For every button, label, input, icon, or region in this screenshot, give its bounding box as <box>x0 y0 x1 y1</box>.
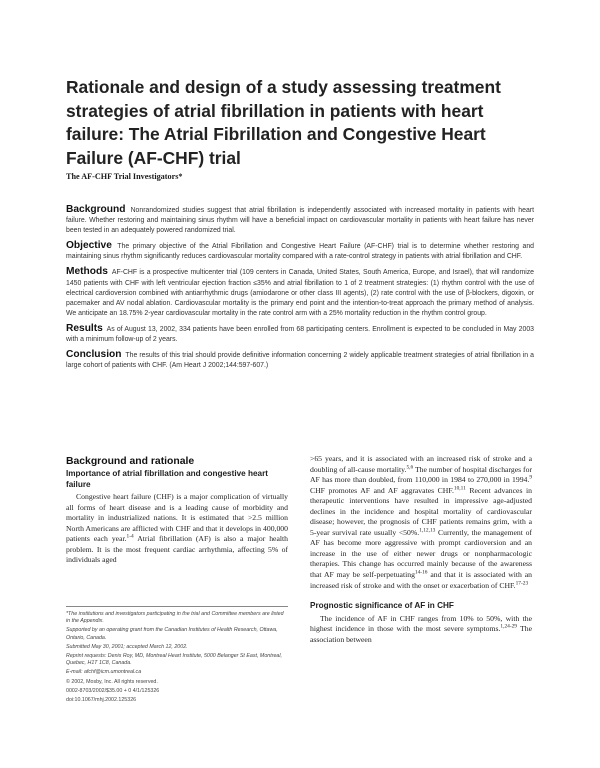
abstract-methods <box>66 267 534 318</box>
abstract-text: The results of this trial should provide definitive information concerning 2 widely applicable treatment strategies of atrial fibrillation in a large cohort of patients with CHF. (Am Heart J 2002;144:597-607.) <box>66 352 534 370</box>
author-line: The AF-CHF Trial Investigators* <box>66 172 183 181</box>
citation-ref: 1,24-29 <box>500 623 517 630</box>
citation-ref: 10,11 <box>453 485 466 492</box>
body-text: >65 years, and it is associated with an increased risk of stroke and a doubling of all-cause mortality. <box>310 454 532 474</box>
body-text: The incidence of AF in CHF ranges from 10% to 50%, with the highest incidence in those with the most severe symptoms. <box>310 613 532 634</box>
footnote-email: E-mail: afchf@icm.umontreal.ca <box>66 669 142 676</box>
abstract-heading: Conclusion <box>66 349 122 361</box>
left-column <box>66 456 288 566</box>
abstract-text: As of August 13, 2002, 334 patients have been enrolled from 68 participating centers. Enrollment is expected to be concluded in May 2003 with a minimum follow-up of 2 years. <box>66 325 534 344</box>
citation-ref: 5,6 <box>406 463 414 470</box>
footnote-doi: doi:10.1067/mhj.2002.125326 <box>66 697 137 704</box>
footnote-funding: Supported by an operating grant from the Canadian Institutes of Health Research, Ottawa, Ontario, Canada. <box>66 627 278 641</box>
right-column <box>310 454 532 645</box>
abstract-conclusion <box>66 350 534 371</box>
footnotes <box>66 606 288 706</box>
abstract-results <box>66 324 534 345</box>
abstract-heading: Results <box>66 322 103 334</box>
subsection-heading: Prognostic significance of AF in CHF <box>310 601 454 611</box>
subsection-heading: Importance of atrial fibrillation and congestive heart failure <box>66 469 268 489</box>
citation-ref: 1-4 <box>126 533 134 540</box>
citation-ref: 1,12,13 <box>419 527 436 534</box>
citation-ref: 17-23 <box>515 580 529 586</box>
citation-ref: 14-16 <box>414 569 428 576</box>
abstract-text: AF-CHF is a prospective multicenter trial (109 centers in Canada, United States, South America, Europe, and Israel), that will randomize 1450 patients with CHF with left ventricular ejection fraction ≤35% and atrial fibrillation to 1 of 2 treatment strategies: (1) rhythm control with the use of electrical cardioversion combined with antiarrhythmic drugs (amiodarone or other class III agents), (2) rate control with the use of β-blockers, digoxin, or pacemaker and AV nodal ablation. Cardiovascular mortality is the primary end point and the intention-to-treat approach the primary method of analysis. We anticipate an 18.75% 2-year cardiovascular mortality in the rate control arm with a 25% mortality reduction in the rhythm control group. <box>66 269 534 317</box>
footnote-issn: 0002-8703/2002/$35.00 + 0 4/1/125326 <box>66 687 160 694</box>
footnote-reprint: Reprint requests: Denis Roy, MD, Montreal Heart Institute, 5000 Belanger St East, Montreal, Quebec, H1T 1C8, Canada. <box>66 653 282 667</box>
body-text: Atrial fibrillation (AF) is also a major health problem. It is the most frequent cardiac arrhythmia, affecting 5% of individuals aged <box>66 534 288 565</box>
body-text: CHF promotes AF and AF aggravates CHF. <box>310 485 454 495</box>
abstract-heading: Objective <box>66 240 112 252</box>
abstract <box>66 205 534 376</box>
body-text: The number of hospital discharges for AF has more than doubled, from 110,000 in 1984 to 270,000 in 1994. <box>310 464 533 485</box>
body-paragraph <box>66 492 288 566</box>
citation-ref: 9 <box>529 474 532 481</box>
body-text: Congestive heart failure (CHF) is a major complication of virtually all forms of heart disease and is a leading cause of morbidity and mortality in industrialized nations. It is estimated that >2.5 million North Americans are afflicted with CHF and that it develops in 400,000 patients each year. <box>66 492 288 544</box>
body-text: Recent advances in therapeutic interventions have resulted in impressive age-adjusted declines in the incidence and hospital mortality of cardiovascular disease; however, the prognosis of CHF patients remains grim, with a 5-year survival rate usually <50%. <box>310 485 532 537</box>
body-paragraph <box>310 454 532 591</box>
section-heading: Background and rationale <box>66 456 195 467</box>
abstract-text: Nonrandomized studies suggest that atrial fibrillation is independently associated with increased mortality in patients with heart failure. Whether restoring and maintaining sinus rhythm will have a beneficial impact on cardiovascular mortality in patients with heart failure has never been tested in an adequately powered randomized trial. <box>66 207 534 235</box>
body-text: and that it is associated with an increased risk of stroke and with the onset or exacerbation of CHF. <box>310 570 532 590</box>
body-text: Currently, the management of AF has become more aggressive with prompt cardioversion and an increase in the use of either newer drugs or nonpharmacologic therapies. This change has occurred mainly because of the awareness that AF may be self-perpetuating <box>310 527 532 580</box>
abstract-heading: Background <box>66 204 126 215</box>
footnote-copyright: © 2002, Mosby, Inc. All rights reserved. <box>66 678 158 685</box>
body-paragraph <box>310 614 532 646</box>
body-text: The association between <box>310 624 532 644</box>
abstract-background <box>66 205 534 236</box>
abstract-objective <box>66 241 534 262</box>
abstract-heading: Methods <box>66 266 108 278</box>
footnote-dates: Submitted May 30, 2001; accepted March 12, 2002. <box>66 643 188 650</box>
abstract-text: The primary objective of the Atrial Fibrillation and Congestive Heart Failure (AF-CHF) trial is to determine whether restoring and maintaining sinus rhythm significantly reduces cardiovascular mortality compared with a rate-control strategy in patients with atrial fibrillation and CHF. <box>66 243 534 261</box>
footnote-appendix: *The institutions and investigators participating in the trial and Committee members are listed in the Appendix. <box>66 611 284 625</box>
article-title: Rationale and design of a study assessing treatment strategies of atrial fibrillation in patients with heart failure: The Atrial Fibrillation and Congestive Heart Failure (AF-CHF) trial <box>66 77 501 168</box>
